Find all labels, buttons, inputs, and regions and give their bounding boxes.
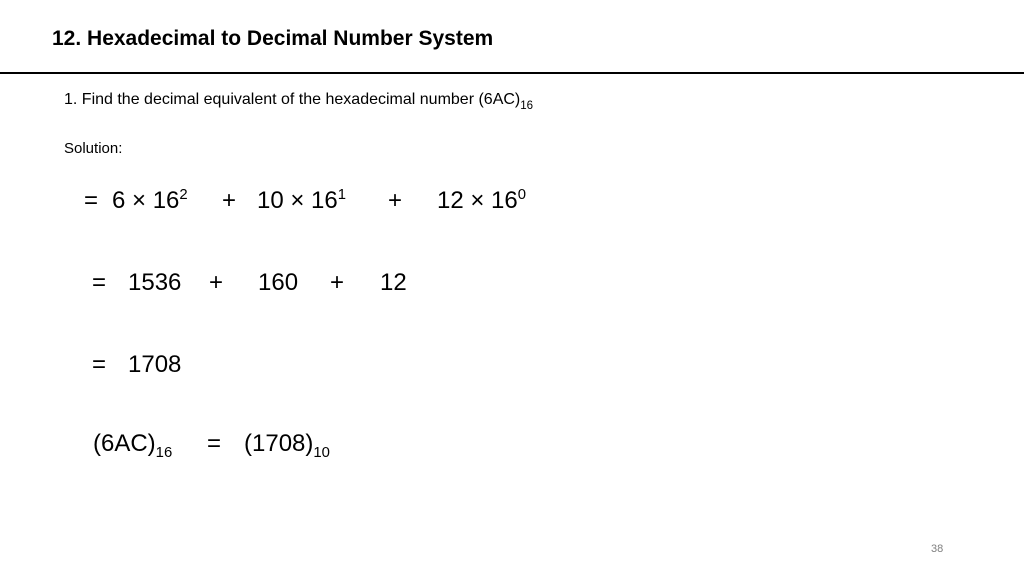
expansion-plus-2: + — [388, 187, 403, 214]
conclusion-equals: = — [207, 430, 222, 457]
hex-number: $(6AC)_{16}$ — [93, 430, 173, 462]
question-text — [64, 91, 534, 112]
exponent-0: 0 — [517, 186, 527, 203]
slide-title: 12. Hexadecimal to Decimal Number System — [52, 27, 494, 50]
decimal-number: $(1708)_{10}$ — [244, 430, 330, 462]
products-plus-1: + — [209, 269, 224, 296]
product-value-1: 1536 — [128, 269, 182, 296]
sum-equals: = — [92, 351, 107, 378]
expansion-plus-1: + — [222, 187, 237, 214]
hex-base-subscript: 16 — [155, 445, 173, 462]
expansion-equals: = — [84, 187, 99, 214]
title-divider — [0, 72, 1024, 74]
product-value-2: 160 — [258, 269, 299, 296]
page-number: 38 — [931, 543, 944, 555]
product-value-3: 12 — [380, 269, 407, 296]
exponent-2: 2 — [179, 186, 188, 203]
products-plus-2: + — [330, 269, 345, 296]
expansion-term-2: $10 \times 16^1$ — [257, 186, 347, 214]
sum-result: 1708 — [128, 351, 182, 378]
question-base-subscript: 16 — [520, 99, 534, 112]
expansion-term-3: $12 \times 16^0$ — [437, 186, 527, 214]
exponent-1: 1 — [337, 186, 347, 203]
solution-label: Solution: — [64, 140, 123, 157]
decimal-base-subscript: 10 — [313, 445, 330, 462]
expansion-term-1: $6 \times 16^2$ — [112, 186, 188, 214]
products-equals: = — [92, 269, 107, 296]
question-statement: 1. Find the decimal equivalent of the hexadecimal number (6AC) — [64, 91, 521, 108]
